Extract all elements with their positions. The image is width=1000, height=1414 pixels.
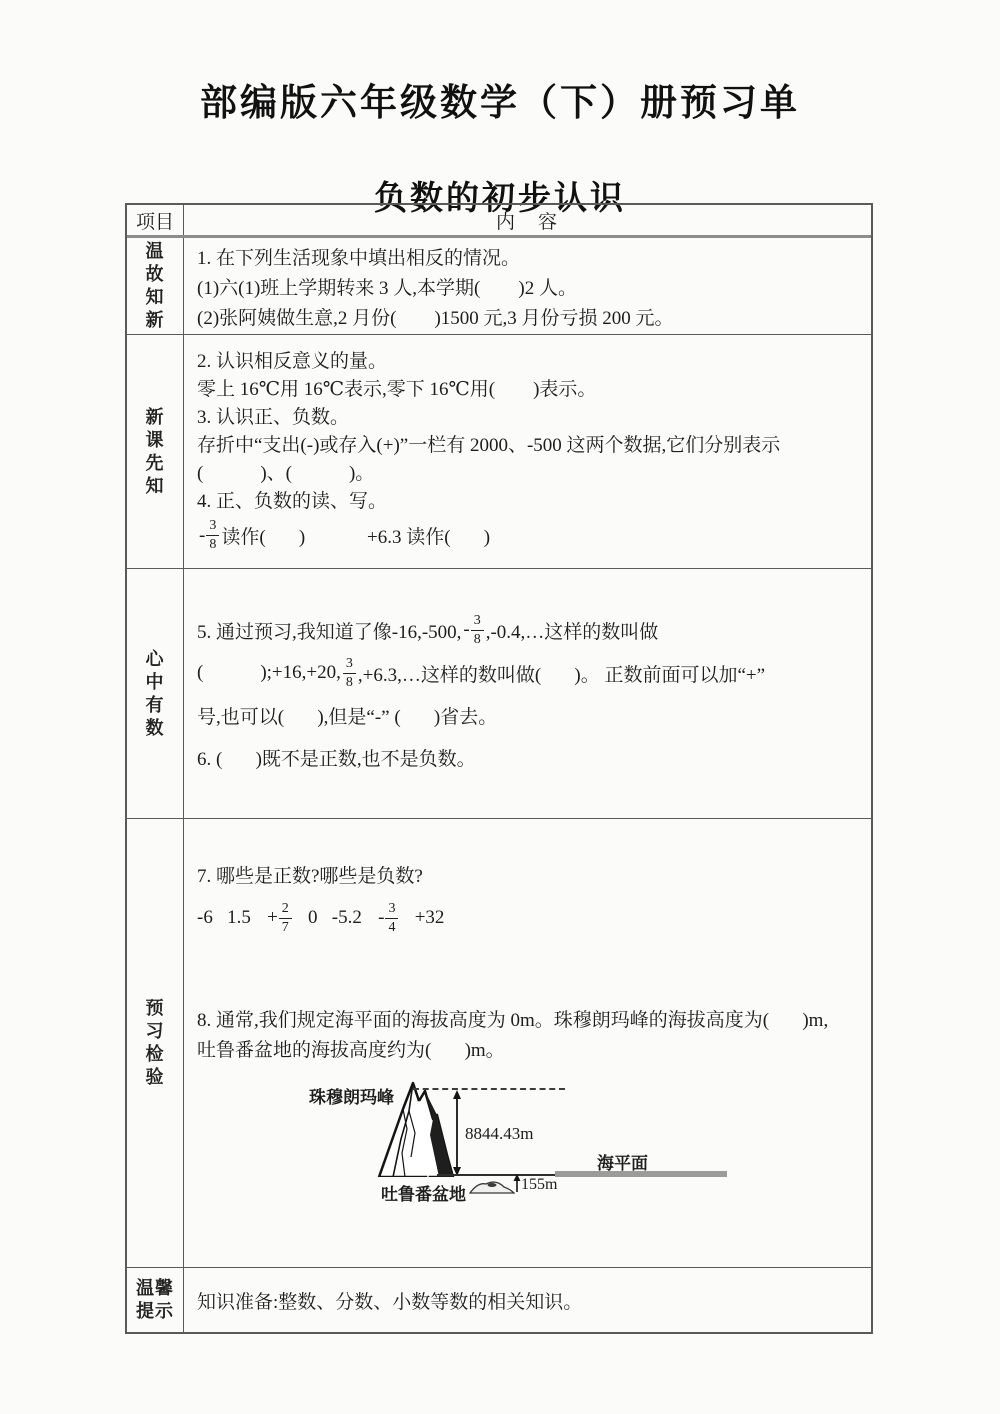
text-segment: 1. 在下列生活现象中填出相反的情况。 — [197, 247, 521, 269]
row-content-wengu-zhixin — [184, 238, 871, 334]
hill-icon — [469, 1178, 515, 1194]
content-line — [197, 430, 861, 458]
content-line — [197, 614, 861, 647]
row-label-line: 温 — [145, 241, 165, 261]
peak-dashed-line — [413, 1088, 565, 1090]
table-row-wenxin-tishi — [127, 1268, 871, 1332]
content-line — [197, 486, 861, 514]
text-segment: 6. ( )既不是正数,也不是负数。 — [197, 749, 476, 770]
content-line — [197, 271, 861, 301]
header-col-content: 内 容 — [495, 211, 559, 233]
row-label-line: 检 — [145, 1044, 165, 1064]
height-arrow-icon — [451, 1090, 463, 1176]
text-segment: 知识准备:整数、分数、小数等数的相关知识。 — [197, 1291, 583, 1313]
header-col-project: 项目 — [127, 205, 184, 235]
text-segment: 0 -5.2 — [293, 907, 377, 928]
content-line — [197, 241, 861, 271]
content-line — [197, 1003, 861, 1033]
row-label-line: 提示 — [136, 1301, 174, 1321]
row-label-line: 知 — [145, 287, 165, 307]
fraction: - 3 8 — [199, 519, 219, 552]
text-segment: 3. 认识正、负数。 — [197, 407, 350, 428]
content-line — [197, 402, 861, 430]
sea-level-label: 海平面 — [597, 1154, 648, 1173]
elevation-diagram — [301, 1075, 761, 1213]
peak-label: 珠穆朗玛峰 — [309, 1088, 394, 1107]
content-line — [197, 514, 861, 558]
text-segment: +32 — [400, 907, 445, 928]
row-label-line: 预 — [145, 998, 165, 1018]
text-segment: (1)六(1)班上学期转来 3 人,本学期( )2 人。 — [197, 277, 577, 299]
row-label-wengu-zhixin — [127, 238, 184, 334]
text-segment: 存折中“支出(-)或存入(+)”一栏有 2000、-500 这两个数据,它们分别表示 — [197, 435, 781, 456]
content-line — [197, 895, 861, 941]
row-content-yuxi-jianyan — [184, 819, 871, 1267]
text-segment: 8. 通常,我们规定海平面的海拔高度为 0m。珠穆朗玛峰的海拔高度为( )m, — [197, 1009, 829, 1031]
row-label-line: 中 — [145, 671, 165, 692]
text-segment: ,+6.3,…这样的数叫做( )。 正数前面可以加“+” — [357, 664, 766, 686]
content-line — [197, 346, 861, 374]
row-label-line: 先 — [145, 452, 165, 473]
content-line — [197, 700, 861, 732]
table-row-wengu-zhixin — [127, 238, 871, 335]
row-label-wenxin-tishi — [127, 1268, 184, 1332]
fraction: - 3 4 — [378, 902, 398, 935]
row-label-line: 知 — [145, 475, 165, 496]
row-label-line: 课 — [145, 429, 165, 450]
text-segment: ( )、( )。 — [197, 463, 375, 484]
text-segment: 零上 16℃用 16℃表示,零下 16℃用( )表示。 — [197, 379, 597, 400]
row-label-line: 故 — [145, 264, 165, 284]
text-segment: 4. 正、负数的读、写。 — [197, 491, 388, 512]
content-line — [197, 742, 861, 774]
text-segment: 5. 通过预习,我知道了像-16,-500, — [197, 621, 462, 643]
row-content-xinke-xianzhi — [184, 335, 871, 568]
basin-depth-label: 155m — [521, 1176, 558, 1193]
text-segment: 7. 哪些是正数?哪些是负数? — [197, 865, 423, 887]
text-segment: (2)张阿姨做生意,2 月份( )1500 元,3 月份亏损 200 元。 — [197, 307, 674, 329]
basin-label: 吐鲁番盆地 — [381, 1185, 466, 1204]
text-segment: 号,也可以( ),但是“-” ( )省去。 — [197, 707, 498, 728]
row-label-line: 数 — [145, 717, 165, 738]
row-content-xinzhong-youshu — [184, 569, 871, 818]
row-label-line: 新 — [145, 310, 165, 330]
table-row-yuxi-jianyan — [127, 819, 871, 1268]
content-line — [197, 1033, 861, 1063]
content-line — [197, 657, 861, 690]
text-segment: 读作( ) +6.3 读作( ) — [221, 527, 491, 548]
table-header-row — [127, 205, 871, 238]
row-content-wenxin-tishi — [184, 1268, 871, 1332]
fraction: 3 8 — [343, 657, 356, 690]
content-line — [197, 1285, 861, 1315]
page-subtitle: 负数的初步认识 — [374, 181, 626, 217]
content-line — [197, 374, 861, 402]
height-label: 8844.43m — [465, 1124, 534, 1143]
row-label-line: 习 — [145, 1021, 165, 1041]
row-label-yuxi-jianyan — [127, 819, 184, 1267]
text-segment: ,-0.4,…这样的数叫做 — [485, 621, 659, 643]
table-row-xinke-xianzhi — [127, 335, 871, 569]
fraction: + $\frac{2}{7}$ — [267, 902, 292, 935]
table-row-xinzhong-youshu — [127, 569, 871, 819]
page-title: 部编版六年级数学（下）册预习单 — [200, 83, 800, 124]
content-line — [197, 859, 861, 889]
text-segment: 2. 认识相反意义的量。 — [197, 351, 388, 372]
text-segment: 吐鲁番盆地的海拔高度约为( )m。 — [197, 1039, 505, 1061]
row-label-line: 新 — [145, 406, 165, 427]
row-label-xinke-xianzhi — [127, 335, 184, 568]
row-label-xinzhong-youshu — [127, 569, 184, 818]
row-label-line: 心 — [145, 648, 165, 669]
row-label-line: 验 — [145, 1067, 165, 1087]
row-label-line: 温馨 — [136, 1278, 174, 1298]
worksheet-table — [125, 203, 873, 1334]
fraction: - 3 8 — [463, 614, 483, 647]
content-line — [197, 458, 861, 486]
table-rows — [127, 238, 871, 1332]
row-label-line: 有 — [145, 694, 165, 715]
content-line — [197, 301, 861, 331]
text-segment: ( );+16,+20, — [197, 662, 341, 683]
text-segment: -6 1.5 — [197, 907, 266, 928]
